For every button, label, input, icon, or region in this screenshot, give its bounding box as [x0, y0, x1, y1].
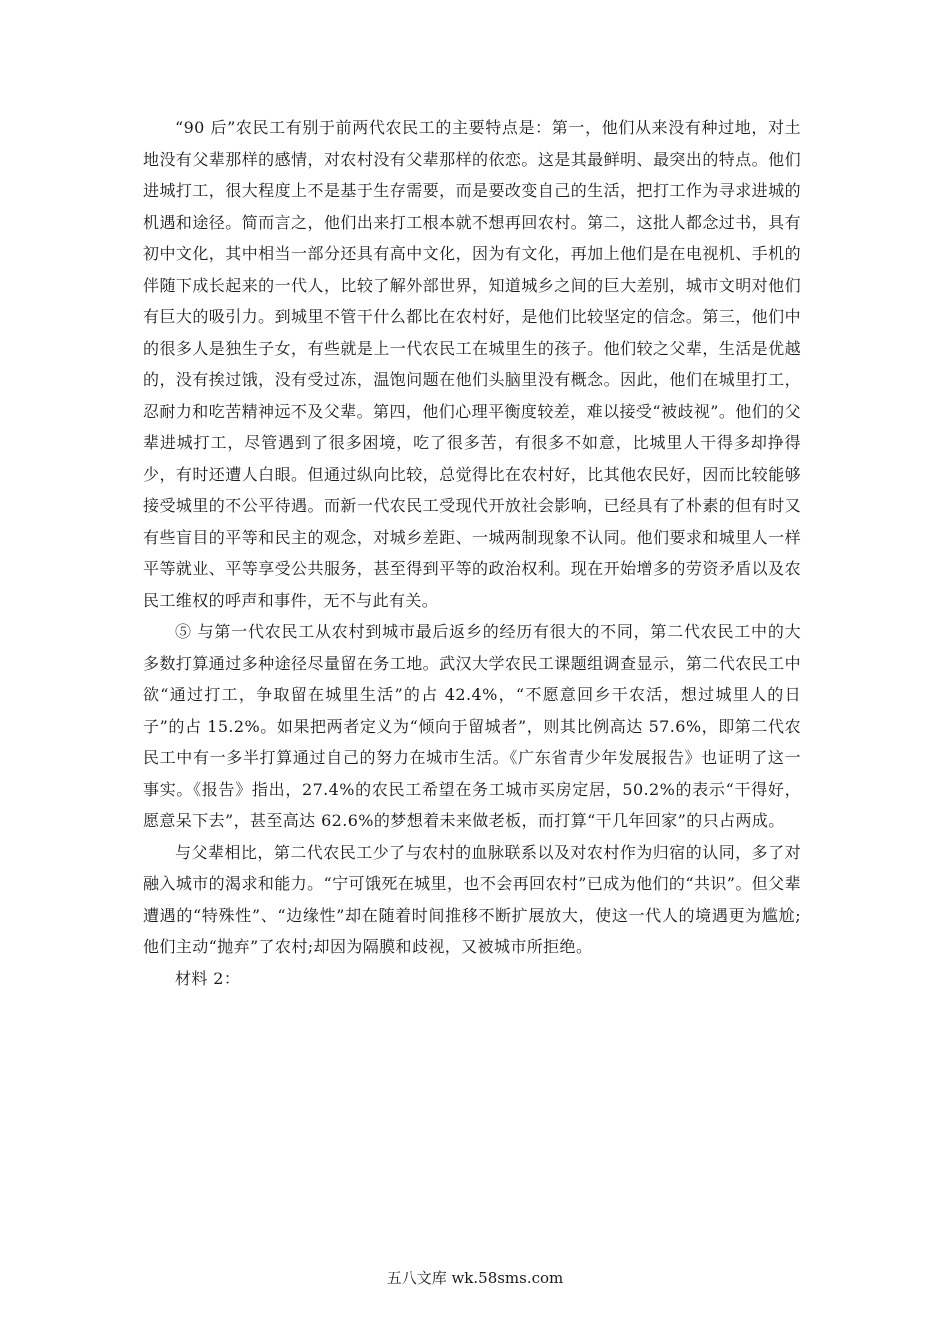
paragraph-survey: ⑤ 与第一代农民工从农村到城市最后返乡的经历有很大的不同，第二代农民工中的大多数打算通过多种途径尽量留在务工地。武汉大学农民工课题组调查显示，第二代农民工中欲“通过打工，争取留在城里生活”的占 42.4%，“不愿意回乡干农活，想过城里人的日子”的占 15.2%。如果把两者定义为“倾向于留城者”，则其比例高达 57.6%，即第二代农民工中有一多半打算通过自己的努力在城市生活。《广东省青少年发展报告》也证明了这一事实。《报告》指出，27.4%的农民工希望在务工城市买房定居，50.2%的表示“干得好，愿意呆下去”，甚至高达 62.6%的梦想着未来做老板，而打算“干几年回家”的只占两成。 — [143, 622, 801, 830]
document-body — [143, 112, 801, 994]
footer-watermark: 五八文库 wk.58sms.com — [386, 1269, 564, 1287]
paragraph-characteristics: “90 后”农民工有别于前两代农民工的主要特点是：第一，他们从来没有种过地，对土地没有父辈那样的感情，对农村没有父辈那样的依恋。这是其最鲜明、最突出的特点。他们进城打工，很大程度上不是基于生存需要，而是要改变自己的生活，把打工作为寻求进城的机遇和途径。简而言之，他们出来打工根本就不想再回农村。第二，这批人都念过书，具有初中文化，其中相当一部分还具有高中文化，因为有文化，再加上他们是在电视机、手机的伴随下成长起来的一代人，比较了解外部世界，知道城乡之间的巨大差别，城市文明对他们有巨大的吸引力。到城里不管干什么都比在农村好，是他们比较坚定的信念。第三，他们中的很多人是独生子女，有些就是上一代农民工在城里生的孩子。他们较之父辈，生活是优越的，没有挨过饿，没有受过冻，温饱问题在他们头脑里没有概念。因此，他们在城里打工，忍耐力和吃苦精神远不及父辈。第四，他们心理平衡度较差，难以接受“被歧视”。他们的父辈进城打工，尽管遇到了很多困境，吃了很多苦，有很多不如意，比城里人干得多却挣得少，有时还遭人白眼。但通过纵向比较，总觉得比在农村好，比其他农民好，因而比较能够接受城里的不公平待遇。而新一代农民工受现代开放社会影响，已经具有了朴素的但有时又有些盲目的平等和民主的观念，对城乡差距、一城两制现象不认同。他们要求和城里人一样平等就业、平等享受公共服务，甚至得到平等的政治权利。现在开始增多的劳资矛盾以及农民工维权的呼声和事件，无不与此有关。 — [143, 118, 801, 610]
paragraph-material-2: 材料 2： — [175, 968, 241, 988]
paragraph-comparison: 与父辈相比，第二代农民工少了与农村的血脉联系以及对农村作为归宿的认同，多了对融入城市的渴求和能力。“宁可饿死在城里，也不会再回农村”已成为他们的“共识”。但父辈遭遇的“特殊性”、“边缘性”却在随着时间推移不断扩展放大，使这一代人的境遇更为尴尬;他们主动“抛弃”了农村;却因为隔膜和歧视，又被城市所拒绝。 — [143, 842, 801, 956]
